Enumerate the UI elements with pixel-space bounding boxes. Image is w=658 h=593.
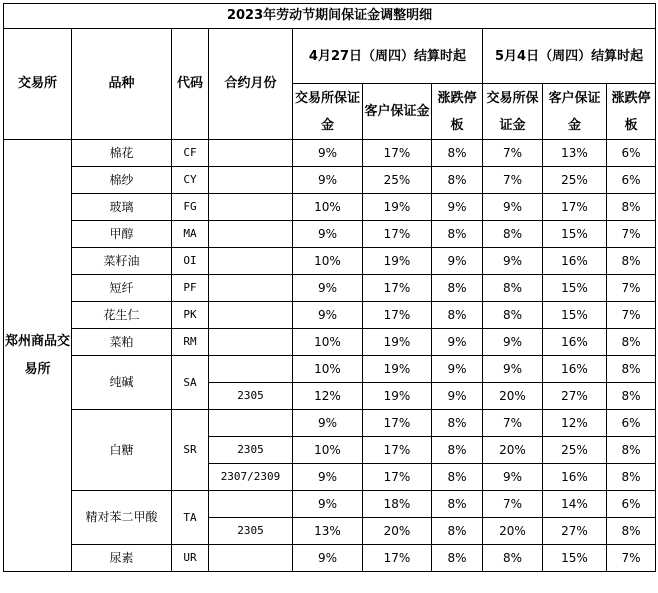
limit-may4-cell: 8%	[607, 383, 656, 410]
contract-month-cell	[209, 140, 293, 167]
exchange-margin-may4-cell: 7%	[483, 140, 543, 167]
exchange-margin-may4-cell: 7%	[483, 167, 543, 194]
client-margin-apr27-cell: 17%	[363, 302, 432, 329]
variety-cell: 甲醇	[72, 221, 172, 248]
limit-apr27-cell: 8%	[432, 518, 483, 545]
client-margin-apr27-cell: 17%	[363, 140, 432, 167]
client-margin-apr27-cell: 18%	[363, 491, 432, 518]
variety-cell: 白糖	[72, 410, 172, 491]
table-row	[4, 221, 656, 248]
exchange-margin-may4-cell: 8%	[483, 545, 543, 572]
limit-apr27-cell: 9%	[432, 248, 483, 275]
client-margin-apr27-cell: 17%	[363, 464, 432, 491]
client-margin-apr27-cell: 19%	[363, 383, 432, 410]
exchange-margin-may4-cell: 9%	[483, 248, 543, 275]
header-period-may4: 5月4日（周四）结算时起	[483, 29, 656, 84]
variety-cell: 短纤	[72, 275, 172, 302]
limit-apr27-cell: 8%	[432, 491, 483, 518]
table-row	[4, 356, 656, 383]
contract-month-cell	[209, 194, 293, 221]
exchange-margin-may4-cell: 9%	[483, 194, 543, 221]
table-row	[4, 302, 656, 329]
client-margin-apr27-cell: 19%	[363, 194, 432, 221]
limit-apr27-cell: 8%	[432, 545, 483, 572]
code-cell: CY	[172, 167, 209, 194]
table-row	[4, 329, 656, 356]
exchange-margin-apr27-cell: 10%	[293, 248, 363, 275]
limit-may4-cell: 6%	[607, 491, 656, 518]
header-exchange: 交易所	[4, 29, 72, 140]
client-margin-may4-cell: 13%	[543, 140, 607, 167]
limit-apr27-cell: 8%	[432, 437, 483, 464]
limit-may4-cell: 8%	[607, 329, 656, 356]
code-cell: MA	[172, 221, 209, 248]
client-margin-may4-cell: 15%	[543, 275, 607, 302]
exchange-margin-apr27-cell: 9%	[293, 464, 363, 491]
client-margin-may4-cell: 15%	[543, 302, 607, 329]
header-exchange-margin-1: 交易所保证金	[293, 84, 363, 140]
client-margin-apr27-cell: 19%	[363, 329, 432, 356]
code-cell: SA	[172, 356, 209, 410]
variety-cell: 菜粕	[72, 329, 172, 356]
variety-cell: 菜籽油	[72, 248, 172, 275]
client-margin-apr27-cell: 17%	[363, 221, 432, 248]
limit-may4-cell: 8%	[607, 248, 656, 275]
exchange-name-cell: 郑州商品交易所	[4, 140, 72, 572]
contract-month-cell	[209, 410, 293, 437]
exchange-margin-may4-cell: 8%	[483, 221, 543, 248]
contract-month-cell	[209, 167, 293, 194]
exchange-margin-apr27-cell: 9%	[293, 491, 363, 518]
exchange-margin-apr27-cell: 10%	[293, 329, 363, 356]
limit-may4-cell: 8%	[607, 464, 656, 491]
code-cell: UR	[172, 545, 209, 572]
limit-apr27-cell: 8%	[432, 464, 483, 491]
exchange-margin-may4-cell: 9%	[483, 329, 543, 356]
code-cell: PK	[172, 302, 209, 329]
limit-apr27-cell: 9%	[432, 194, 483, 221]
code-cell: RM	[172, 329, 209, 356]
limit-apr27-cell: 8%	[432, 410, 483, 437]
exchange-margin-apr27-cell: 9%	[293, 140, 363, 167]
exchange-margin-apr27-cell: 9%	[293, 221, 363, 248]
exchange-margin-may4-cell: 7%	[483, 410, 543, 437]
contract-month-cell	[209, 302, 293, 329]
header-client-margin-2: 客户保证金	[543, 84, 607, 140]
variety-cell: 玻璃	[72, 194, 172, 221]
header-contract-month: 合约月份	[209, 29, 293, 140]
client-margin-apr27-cell: 19%	[363, 248, 432, 275]
limit-may4-cell: 8%	[607, 356, 656, 383]
table-row	[4, 167, 656, 194]
code-cell: OI	[172, 248, 209, 275]
exchange-margin-apr27-cell: 13%	[293, 518, 363, 545]
variety-cell: 纯碱	[72, 356, 172, 410]
client-margin-may4-cell: 15%	[543, 545, 607, 572]
exchange-margin-may4-cell: 20%	[483, 518, 543, 545]
limit-apr27-cell: 8%	[432, 302, 483, 329]
client-margin-apr27-cell: 17%	[363, 437, 432, 464]
exchange-margin-apr27-cell: 10%	[293, 194, 363, 221]
limit-may4-cell: 8%	[607, 194, 656, 221]
limit-may4-cell: 6%	[607, 140, 656, 167]
client-margin-apr27-cell: 19%	[363, 356, 432, 383]
contract-month-cell	[209, 491, 293, 518]
limit-may4-cell: 8%	[607, 437, 656, 464]
client-margin-apr27-cell: 20%	[363, 518, 432, 545]
limit-may4-cell: 7%	[607, 302, 656, 329]
code-cell: FG	[172, 194, 209, 221]
client-margin-apr27-cell: 25%	[363, 167, 432, 194]
client-margin-may4-cell: 16%	[543, 464, 607, 491]
limit-may4-cell: 6%	[607, 410, 656, 437]
client-margin-may4-cell: 17%	[543, 194, 607, 221]
exchange-margin-may4-cell: 7%	[483, 491, 543, 518]
header-period-apr27: 4月27日（周四）结算时起	[293, 29, 483, 84]
limit-apr27-cell: 9%	[432, 383, 483, 410]
header-variety: 品种	[72, 29, 172, 140]
exchange-margin-may4-cell: 8%	[483, 275, 543, 302]
client-margin-may4-cell: 14%	[543, 491, 607, 518]
header-limit-2: 涨跌停板	[607, 84, 656, 140]
variety-cell: 花生仁	[72, 302, 172, 329]
limit-apr27-cell: 8%	[432, 275, 483, 302]
exchange-margin-may4-cell: 20%	[483, 383, 543, 410]
limit-may4-cell: 7%	[607, 275, 656, 302]
contract-month-cell: 2305	[209, 383, 293, 410]
table-row	[4, 275, 656, 302]
contract-month-cell: 2307/2309	[209, 464, 293, 491]
limit-may4-cell: 8%	[607, 518, 656, 545]
exchange-margin-apr27-cell: 9%	[293, 167, 363, 194]
header-limit-1: 涨跌停板	[432, 84, 483, 140]
exchange-margin-apr27-cell: 10%	[293, 437, 363, 464]
table-row	[4, 545, 656, 572]
table-title: 2023年劳动节期间保证金调整明细	[4, 4, 656, 29]
contract-month-cell	[209, 248, 293, 275]
code-cell: CF	[172, 140, 209, 167]
limit-may4-cell: 6%	[607, 167, 656, 194]
limit-may4-cell: 7%	[607, 221, 656, 248]
variety-cell: 棉纱	[72, 167, 172, 194]
client-margin-may4-cell: 12%	[543, 410, 607, 437]
client-margin-apr27-cell: 17%	[363, 275, 432, 302]
code-cell: TA	[172, 491, 209, 545]
client-margin-apr27-cell: 17%	[363, 410, 432, 437]
code-cell: PF	[172, 275, 209, 302]
exchange-margin-may4-cell: 9%	[483, 356, 543, 383]
exchange-margin-apr27-cell: 9%	[293, 302, 363, 329]
limit-apr27-cell: 8%	[432, 221, 483, 248]
client-margin-may4-cell: 27%	[543, 383, 607, 410]
exchange-margin-apr27-cell: 9%	[293, 410, 363, 437]
variety-cell: 棉花	[72, 140, 172, 167]
exchange-margin-apr27-cell: 9%	[293, 275, 363, 302]
exchange-margin-apr27-cell: 9%	[293, 545, 363, 572]
header-exchange-margin-2: 交易所保证金	[483, 84, 543, 140]
code-cell: SR	[172, 410, 209, 491]
limit-may4-cell: 7%	[607, 545, 656, 572]
table-row	[4, 410, 656, 437]
client-margin-may4-cell: 16%	[543, 356, 607, 383]
table-row	[4, 194, 656, 221]
variety-cell: 精对苯二甲酸	[72, 491, 172, 545]
client-margin-may4-cell: 16%	[543, 329, 607, 356]
variety-cell: 尿素	[72, 545, 172, 572]
client-margin-may4-cell: 27%	[543, 518, 607, 545]
contract-month-cell	[209, 545, 293, 572]
client-margin-apr27-cell: 17%	[363, 545, 432, 572]
table-row	[4, 248, 656, 275]
limit-apr27-cell: 8%	[432, 167, 483, 194]
header-code: 代码	[172, 29, 209, 140]
exchange-margin-apr27-cell: 12%	[293, 383, 363, 410]
exchange-margin-may4-cell: 8%	[483, 302, 543, 329]
contract-month-cell	[209, 356, 293, 383]
exchange-margin-may4-cell: 20%	[483, 437, 543, 464]
contract-month-cell: 2305	[209, 437, 293, 464]
contract-month-cell: 2305	[209, 518, 293, 545]
client-margin-may4-cell: 16%	[543, 248, 607, 275]
limit-apr27-cell: 8%	[432, 140, 483, 167]
contract-month-cell	[209, 329, 293, 356]
exchange-margin-may4-cell: 9%	[483, 464, 543, 491]
client-margin-may4-cell: 25%	[543, 437, 607, 464]
exchange-margin-apr27-cell: 10%	[293, 356, 363, 383]
header-client-margin-1: 客户保证金	[363, 84, 432, 140]
limit-apr27-cell: 9%	[432, 329, 483, 356]
client-margin-may4-cell: 25%	[543, 167, 607, 194]
margin-table	[3, 3, 656, 572]
contract-month-cell	[209, 275, 293, 302]
contract-month-cell	[209, 221, 293, 248]
table-row	[4, 140, 656, 167]
table-row	[4, 491, 656, 518]
limit-apr27-cell: 9%	[432, 356, 483, 383]
client-margin-may4-cell: 15%	[543, 221, 607, 248]
